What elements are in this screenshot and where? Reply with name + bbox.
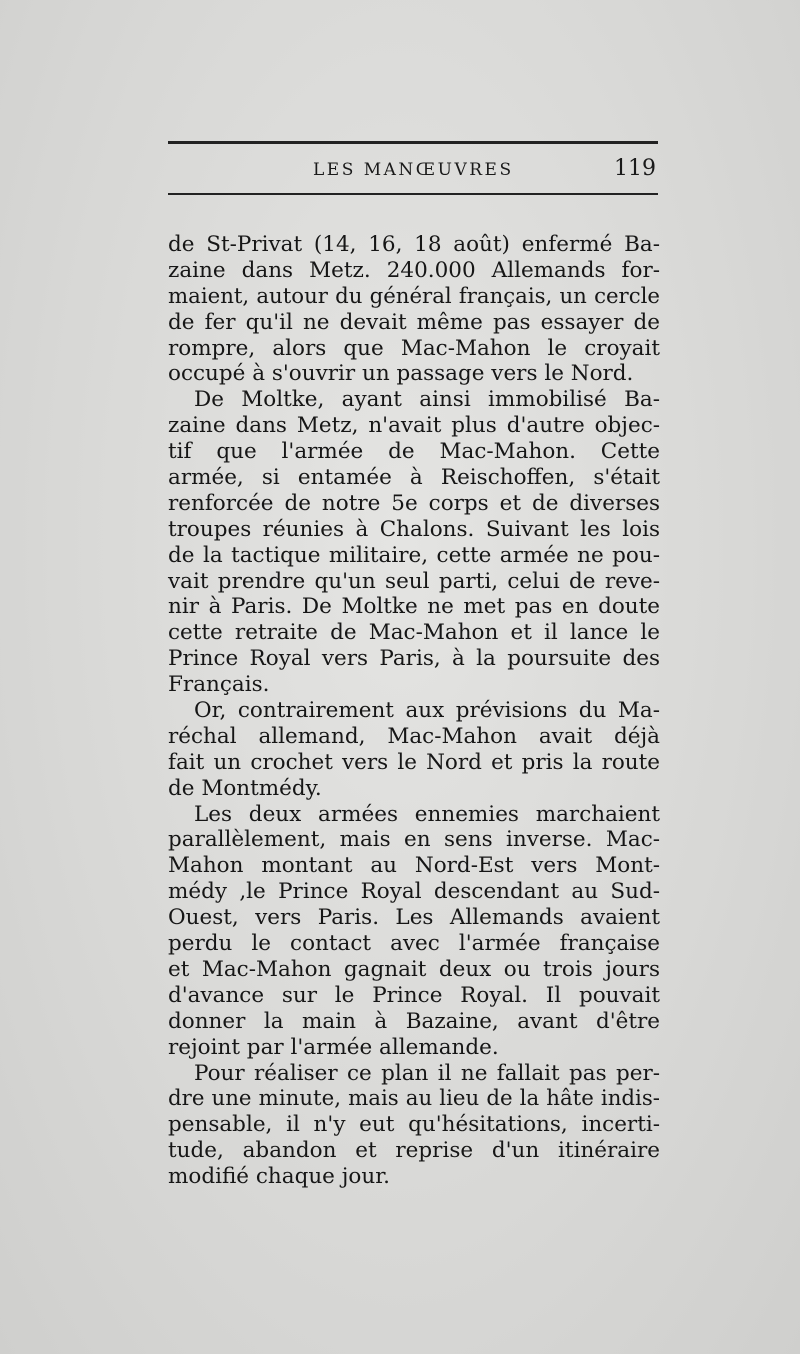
text-line: Mahon montant au Nord-Est vers Mont-	[168, 853, 660, 879]
text-line: de St-Privat (14, 16, 18 août) enfermé Ba-	[168, 232, 660, 257]
text-line: nir à Paris. De Moltke ne met pas en doute	[168, 594, 660, 620]
text-line: et Mac-Mahon gagnait deux ou trois jours	[168, 956, 660, 982]
text-line: perdu le contact avec l'armée française	[168, 931, 660, 957]
text-line: renforcée de notre 5e corps et de diverses	[168, 490, 660, 516]
text-line: modifié chaque jour.	[168, 1164, 390, 1190]
text-line: armée, si entamée à Reischoffen, s'était	[168, 465, 660, 491]
page-number: 119	[614, 156, 656, 181]
text-line: de la tactique militaire, cette armée ne pou-	[168, 542, 660, 568]
text-line: Prince Royal vers Paris, à la poursuite des	[168, 646, 660, 672]
text-line: Français.	[168, 672, 270, 698]
text-line: rejoint par l'armée allemande.	[168, 1034, 499, 1060]
text-line: Pour réaliser ce plan il ne fallait pas per-	[194, 1060, 660, 1086]
text-line: maient, autour du général français, un cercle	[168, 283, 660, 309]
text-line: vait prendre qu'un seul parti, celui de reve-	[168, 568, 660, 594]
text-line: donner la main à Bazaine, avant d'être	[168, 1008, 660, 1034]
text-line: zaine dans Metz. 240.000 Allemands for-	[168, 257, 660, 283]
text-line: cette retraite de Mac-Mahon et il lance le	[168, 620, 660, 646]
text-line: Ouest, vers Paris. Les Allemands avaient	[168, 905, 660, 931]
text-line: de Montmédy.	[168, 775, 322, 801]
text-line: zaine dans Metz, n'avait plus d'autre objec-	[168, 413, 660, 439]
running-head	[168, 156, 658, 186]
text-line: dre une minute, mais au lieu de la hâte indis-	[168, 1086, 660, 1112]
text-line: de fer qu'il ne devait même pas essayer de	[168, 309, 660, 335]
text-line: Or, contrairement aux prévisions du Ma-	[194, 698, 660, 724]
text-line: parallèlement, mais en sens inverse. Mac-	[168, 827, 660, 853]
text-line: réchal allemand, Mac-Mahon avait déjà	[168, 723, 660, 749]
header-rule-top	[168, 141, 658, 144]
running-title: LES MANŒUVRES	[313, 160, 514, 180]
header-rule-bottom	[168, 193, 658, 195]
text-line: rompre, alors que Mac-Mahon le croyait	[168, 335, 660, 361]
body-text	[168, 232, 660, 1190]
text-line: troupes réunies à Chalons. Suivant les lois	[168, 516, 660, 542]
text-line: Les deux armées ennemies marchaient	[194, 801, 660, 827]
text-line: fait un crochet vers le Nord et pris la route	[168, 749, 660, 775]
text-line: De Moltke, ayant ainsi immobilisé Ba-	[194, 387, 660, 413]
text-line: tif que l'armée de Mac-Mahon. Cette	[168, 439, 660, 465]
text-line: pensable, il n'y eut qu'hésitations, incerti-	[168, 1112, 660, 1138]
text-line: d'avance sur le Prince Royal. Il pouvait	[168, 982, 660, 1008]
text-line: tude, abandon et reprise d'un itinéraire	[168, 1138, 660, 1164]
text-line: occupé à s'ouvrir un passage vers le Nord.	[168, 361, 634, 387]
text-line: médy ,le Prince Royal descendant au Sud-	[168, 879, 660, 905]
